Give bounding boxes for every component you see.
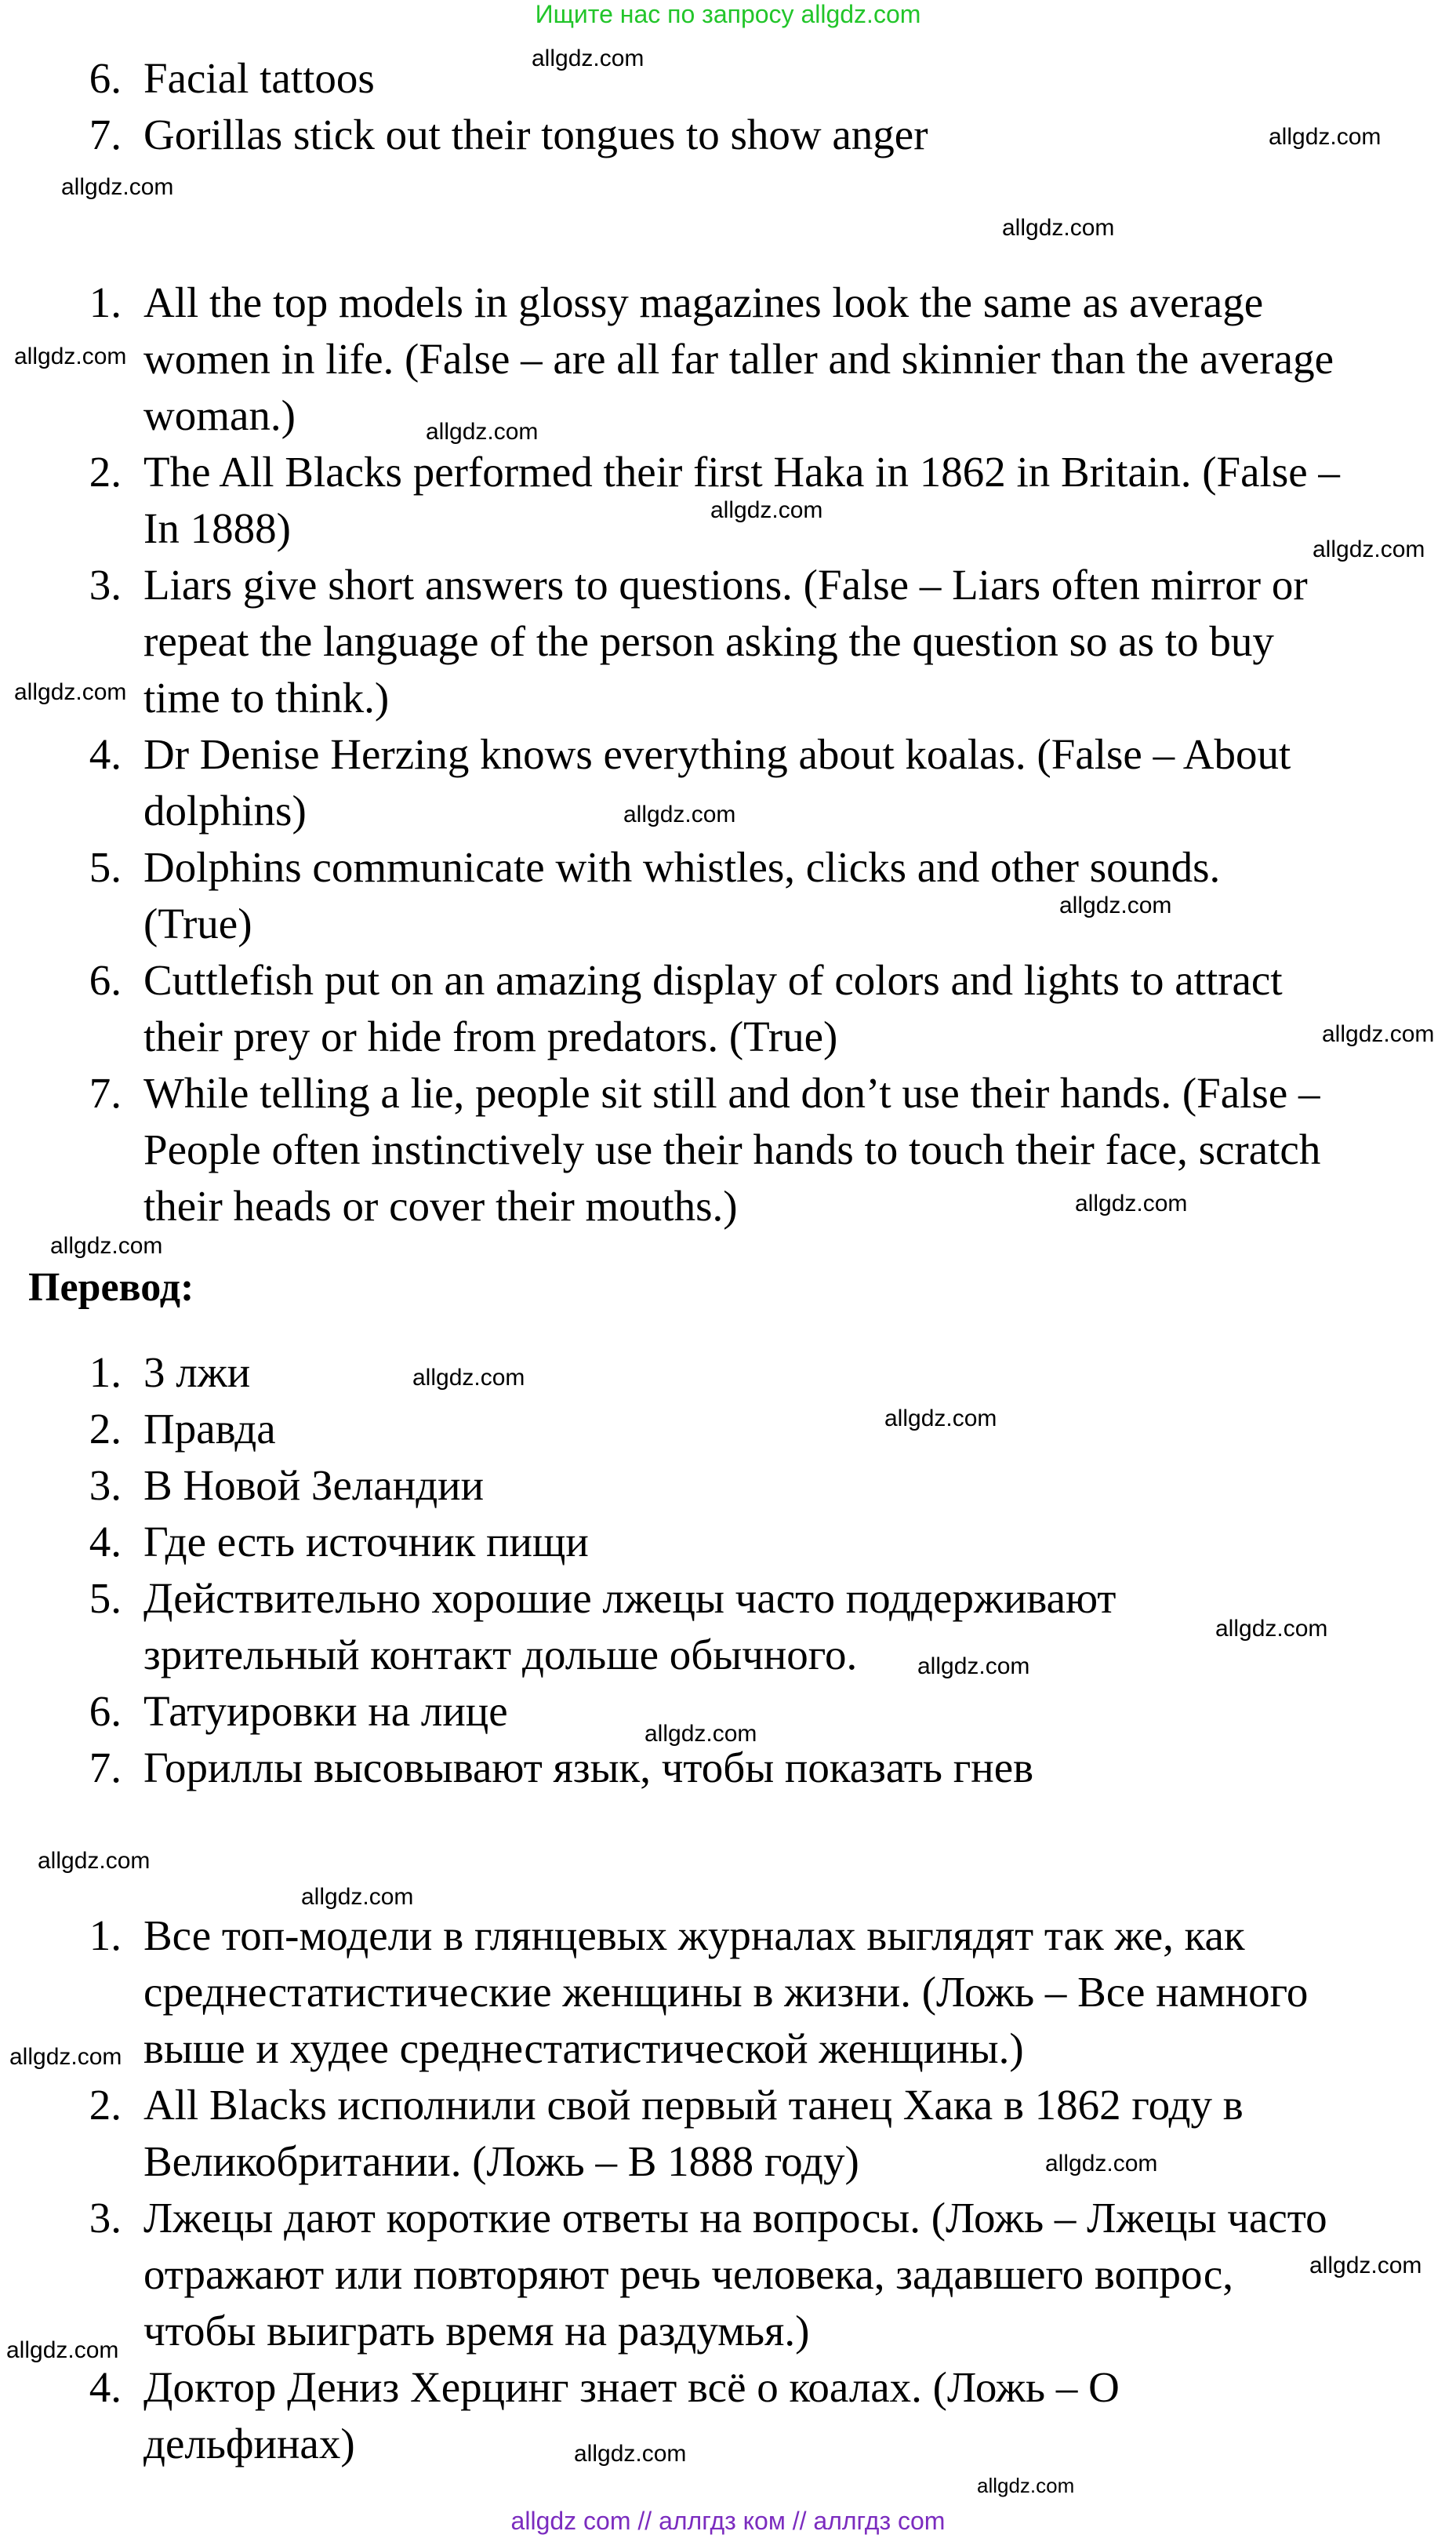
- list-item-number: 1.: [89, 1911, 122, 1959]
- list-item-number: 1.: [89, 278, 122, 326]
- watermark: allgdz.com: [532, 45, 644, 71]
- list-item-text: Dolphins communicate with whistles, clicks and other sounds.: [143, 843, 1221, 891]
- list-item-text: their prey or hide from predators. (True): [143, 1013, 838, 1060]
- list-item-text: In 1888): [143, 504, 291, 552]
- watermark: allgdz.com: [1045, 2151, 1158, 2177]
- watermark: allgdz.com: [301, 1884, 414, 1910]
- list-item-text: time to think.): [143, 674, 390, 722]
- watermark: allgdz.com: [917, 1653, 1030, 1679]
- list-item-text: Где есть источник пищи: [143, 1518, 589, 1566]
- list-item-number: 6.: [89, 1687, 122, 1735]
- watermark: allgdz.com: [1059, 893, 1172, 918]
- list-item-text: Доктор Дениз Херцинг знает всё о коалах. (Ложь – О: [143, 2363, 1120, 2411]
- bottom-banner[interactable]: allgdz com // аллгдз ком // аллгдз com: [510, 2507, 946, 2535]
- watermark: allgdz.com: [644, 1721, 757, 1747]
- list-item-text: отражают или повторяют речь человека, задавшего вопрос,: [143, 2250, 1233, 2298]
- watermark: allgdz.com: [61, 174, 174, 200]
- watermark: allgdz.com: [6, 2337, 119, 2363]
- list-item-text: Dr Denise Herzing knows everything about koalas. (False – About: [143, 730, 1291, 778]
- watermark: allgdz.com: [884, 1406, 997, 1431]
- watermark: allgdz.com: [426, 419, 539, 445]
- list-item-text: Facial tattoos: [143, 54, 375, 102]
- list-item-text: Татуировки на лице: [143, 1687, 508, 1735]
- list-item-text: their heads or cover their mouths.): [143, 1182, 738, 1230]
- watermark: allgdz.com: [50, 1233, 163, 1259]
- list-item-text: зрительный контакт дольше обычного.: [143, 1631, 858, 1678]
- list-item-text: People often instinctively use their hands to touch their face, scratch: [143, 1126, 1321, 1173]
- watermark: allgdz.com: [1322, 1021, 1435, 1047]
- watermark: allgdz.com: [1002, 215, 1115, 241]
- list-item-text: Гориллы высовывают язык, чтобы показать гнев: [143, 1744, 1034, 1791]
- list-item-number: 6.: [89, 956, 122, 1004]
- list-item-text: woman.): [143, 391, 296, 439]
- translation-heading: Перевод:: [28, 1265, 194, 1310]
- list-item-text: Великобритании. (Ложь – В 1888 году): [143, 2137, 859, 2185]
- list-item-text: дельфинах): [143, 2420, 355, 2467]
- list-item-text: women in life. (False – are all far taller and skinnier than the average: [143, 335, 1334, 383]
- list-item-number: 7.: [89, 1069, 122, 1117]
- list-item-number: 2.: [89, 2081, 122, 2129]
- watermark: allgdz.com: [9, 2044, 122, 2070]
- list-item-number: 1.: [89, 1348, 122, 1396]
- list-item-number: 3.: [89, 1461, 122, 1509]
- list-item-text: Лжецы дают короткие ответы на вопросы. (Ложь – Лжецы часто: [143, 2194, 1327, 2242]
- list-item-text: Действительно хорошие лжецы часто поддерживают: [143, 1574, 1117, 1622]
- list-item-number: 3.: [89, 561, 122, 609]
- list-item-text: выше и худее среднестатистической женщины.): [143, 2024, 1024, 2072]
- list-item-text: repeat the language of the person asking the question so as to buy: [143, 617, 1274, 665]
- list-item-text: All the top models in glossy magazines look the same as average: [143, 278, 1264, 326]
- list-item-number: 2.: [89, 1405, 122, 1453]
- list-item-number: 2.: [89, 448, 122, 496]
- watermark: allgdz.com: [38, 1848, 151, 1874]
- watermark: allgdz.com: [1313, 536, 1425, 562]
- list-item-text: All Blacks исполнили свой первый танец Хака в 1862 году в: [143, 2081, 1244, 2129]
- list-item-number: 3.: [89, 2194, 122, 2242]
- list-item-number: 5.: [89, 843, 122, 891]
- list-item-text: Gorillas stick out their tongues to show anger: [143, 111, 928, 158]
- list-item-text: dolphins): [143, 787, 307, 835]
- list-item-text: В Новой Зеландии: [143, 1461, 485, 1509]
- list-item-text: The All Blacks performed their first Haka in 1862 in Britain. (False –: [143, 448, 1340, 496]
- list-item-number: 7.: [89, 1744, 122, 1791]
- list-item-text: чтобы выиграть время на раздумья.): [143, 2307, 810, 2355]
- watermark: allgdz.com: [1269, 124, 1382, 150]
- watermark: allgdz.com: [710, 497, 823, 523]
- list-item-number: 7.: [89, 111, 122, 158]
- list-item-text: Все топ-модели в глянцевых журналах выглядят так же, как: [143, 1911, 1245, 1959]
- watermark: allgdz.com: [977, 2474, 1075, 2497]
- list-item-number: 4.: [89, 2363, 122, 2411]
- list-item-number: 4.: [89, 1518, 122, 1566]
- watermark: allgdz.com: [14, 344, 127, 369]
- list-item-number: 6.: [89, 54, 122, 102]
- list-item-text: Cuttlefish put on an amazing display of colors and lights to attract: [143, 956, 1283, 1004]
- list-item-text: среднестатистические женщины в жизни. (Ложь – Все намного: [143, 1968, 1309, 2016]
- watermark: allgdz.com: [1075, 1191, 1188, 1216]
- list-item-text: 3 лжи: [143, 1348, 251, 1396]
- watermark: allgdz.com: [1215, 1616, 1328, 1642]
- watermark: allgdz.com: [574, 2441, 687, 2467]
- watermark: allgdz.com: [412, 1365, 525, 1391]
- list-item-text: While telling a lie, people sit still and don’t use their hands. (False –: [143, 1069, 1320, 1117]
- watermark: allgdz.com: [1309, 2253, 1422, 2278]
- list-item-text: Правда: [143, 1405, 276, 1453]
- list-item-text: Liars give short answers to questions. (False – Liars often mirror or: [143, 561, 1308, 609]
- list-item-number: 4.: [89, 730, 122, 778]
- list-item-number: 5.: [89, 1574, 122, 1622]
- watermark: allgdz.com: [623, 802, 736, 827]
- top-banner[interactable]: Ищите нас по запросу allgdz.com: [535, 0, 921, 28]
- list-item-text: (True): [143, 900, 252, 947]
- watermark: allgdz.com: [14, 679, 127, 705]
